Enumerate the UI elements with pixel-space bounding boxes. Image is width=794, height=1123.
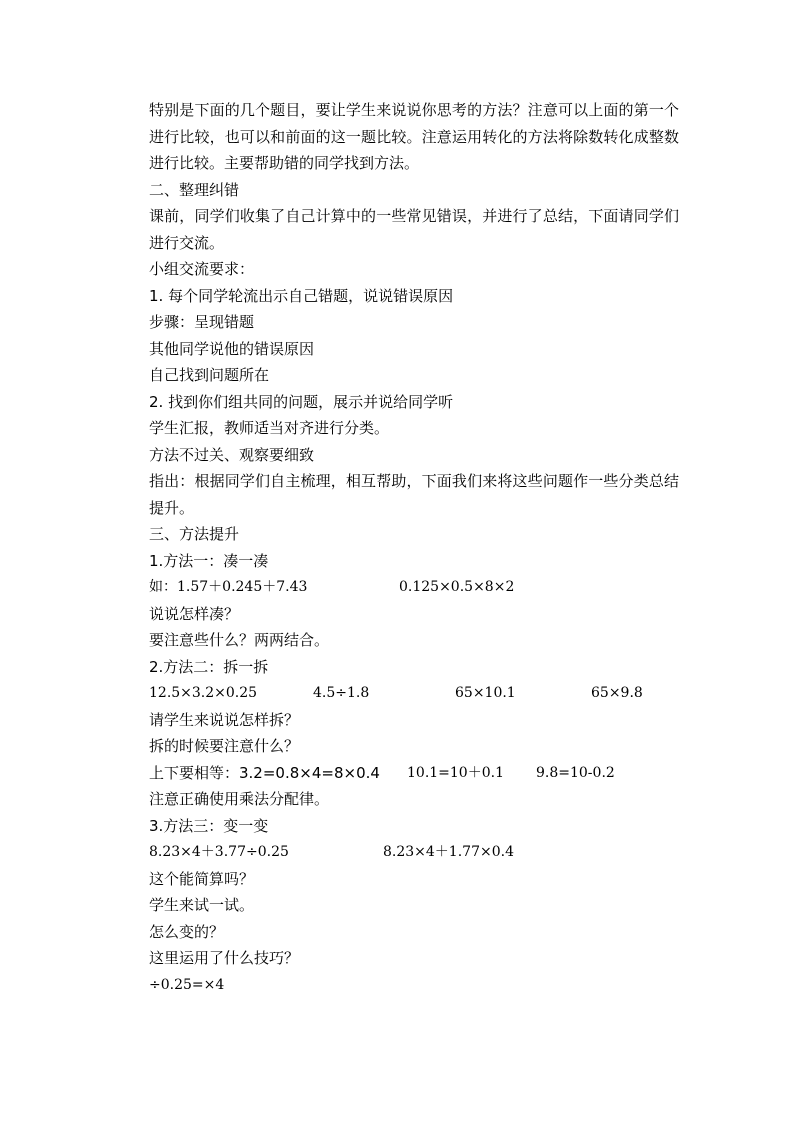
example-expression: 9.8=10-0.2 bbox=[536, 764, 615, 781]
paragraph: 说说怎样凑？ bbox=[149, 604, 240, 623]
example-row bbox=[119, 839, 679, 866]
example-expression: 上下要相等：3.2=0.8×4=8×0.4 bbox=[149, 763, 380, 782]
example-expression: 65×10.1 bbox=[455, 685, 516, 701]
method-heading: 1.方法一：凑一凑 bbox=[149, 551, 269, 570]
paragraph: 注意正确使用乘法分配律。 bbox=[149, 790, 330, 808]
paragraph: 请学生来说说怎样拆？ bbox=[149, 710, 300, 729]
paragraph: 其他同学说他的错误原因 bbox=[149, 339, 315, 358]
paragraph: 要注意些什么？两两结合。 bbox=[149, 631, 330, 649]
document-body bbox=[119, 97, 679, 998]
list-item: 1. 每个同学轮流出示自己错题，说说错误原因 bbox=[149, 286, 454, 305]
paragraph: 拆的时候要注意什么？ bbox=[149, 737, 300, 755]
list-item: 2. 找到你们组共同的问题，展示并说给同学听 bbox=[149, 392, 454, 411]
paragraph: 小组交流要求： bbox=[149, 260, 255, 278]
example-expression: 8.23×4＋1.77×0.4 bbox=[383, 844, 514, 860]
paragraph: 怎么变的？ bbox=[149, 922, 225, 941]
section-heading: 二、整理纠错 bbox=[149, 180, 240, 199]
example-expression: 10.1=10＋0.1 bbox=[407, 764, 504, 781]
section-heading: 三、方法提升 bbox=[149, 525, 240, 543]
paragraph: 自己找到问题所在 bbox=[149, 366, 270, 384]
example-row bbox=[119, 574, 679, 601]
example-row bbox=[119, 680, 679, 707]
paragraph: 课前，同学们收集了自己计算中的一些常见错误，并进行了总结，下面请同学们进行交流。 bbox=[149, 207, 679, 252]
paragraph: 特别是下面的几个题目，要让学生来说说你思考的方法？注意可以上面的第一个进行比较，也可以和前面的这一题比较。注意运用转化的方法将除数转化成整数进行比较。主要帮助错的同学找到方法。 bbox=[149, 101, 679, 172]
example-row bbox=[119, 760, 679, 787]
paragraph: 步骤：呈现错题 bbox=[149, 313, 255, 331]
method-heading: 3.方法三：变一变 bbox=[149, 816, 269, 835]
paragraph: 学生汇报，教师适当对齐进行分类。 bbox=[149, 419, 390, 437]
paragraph: 这个能简算吗？ bbox=[149, 869, 255, 888]
example-expression: ÷0.25=×4 bbox=[149, 976, 225, 993]
example-expression: 12.5×3.2×0.25 bbox=[149, 685, 258, 701]
example-expression: 65×9.8 bbox=[591, 685, 643, 701]
method-heading: 2.方法二：拆一拆 bbox=[149, 657, 269, 676]
example-expression: 0.125×0.5×8×2 bbox=[399, 579, 515, 595]
paragraph: 这里运用了什么技巧？ bbox=[149, 949, 300, 967]
paragraph: 学生来试一试。 bbox=[149, 896, 255, 914]
example-expression: 4.5÷1.8 bbox=[313, 685, 370, 701]
example-expression: 如：1.57＋0.245＋7.43 bbox=[149, 579, 308, 595]
paragraph: 方法不过关、观察要细致 bbox=[149, 445, 315, 464]
paragraph: 指出：根据同学们自主梳理，相互帮助，下面我们来将这些问题作一些分类总结提升。 bbox=[149, 472, 679, 517]
example-expression: 8.23×4＋3.77÷0.25 bbox=[149, 844, 289, 860]
